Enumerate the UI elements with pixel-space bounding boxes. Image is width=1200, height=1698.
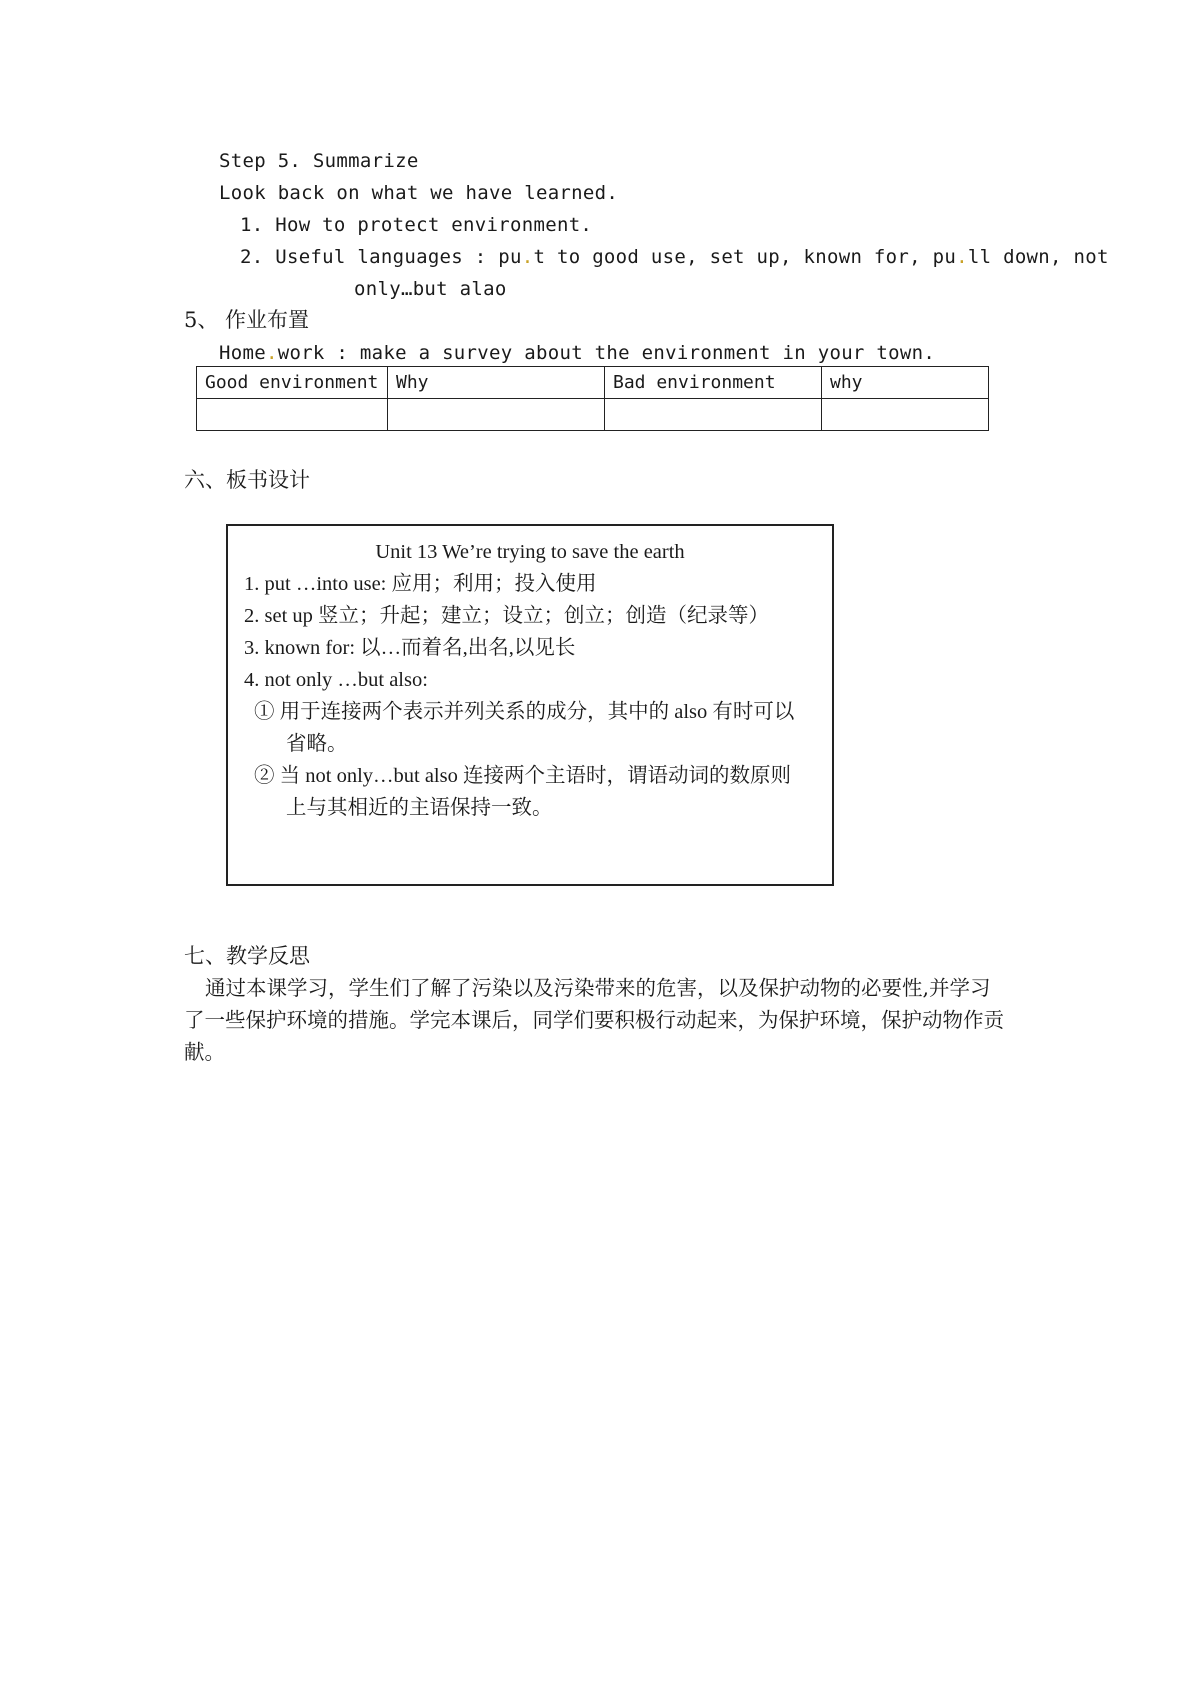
table-cell — [388, 399, 605, 431]
board-note-2: ② 当 not only…but also 连接两个主语时，谓语动词的数原则 — [254, 765, 791, 787]
board-design-box — [226, 524, 834, 886]
dot-mark: . — [521, 246, 534, 268]
survey-empty-row — [197, 399, 989, 431]
reflection-line-1: 通过本课学习，学生们了解了污染以及污染带来的危害，以及保护动物的必要性,并学习 — [205, 976, 991, 1000]
board-line-4: 4. not only …but also: — [244, 669, 428, 691]
header-why-2: why — [822, 367, 989, 399]
board-title: Unit 13 We’re trying to save the earth — [375, 541, 685, 563]
table-cell — [822, 399, 989, 431]
item2-part-b: t to good use, set up, known for, pu — [533, 246, 957, 268]
step5-heading: Step 5. Summarize — [219, 150, 419, 172]
survey-header-row — [197, 367, 989, 399]
step5-item-1: 1. How to protect environment. — [240, 214, 593, 236]
dot-mark: . — [265, 342, 278, 364]
header-good-environment: Good environment — [197, 367, 388, 399]
board-note-1-cont: 省略。 — [286, 733, 348, 755]
step5-intro: Look back on what we have learned. — [219, 182, 619, 204]
header-bad-environment: Bad environment — [605, 367, 822, 399]
reflection-line-3: 献。 — [184, 1040, 225, 1064]
step5-item-2-cont: only…but alao — [354, 278, 507, 300]
step5-item-2 — [240, 248, 1109, 267]
reflection-heading: 七、教学反思 — [184, 944, 310, 968]
board-line-3: 3. known for: 以…而着名,出名,以见长 — [244, 637, 576, 659]
board-note-1: ① 用于连接两个表示并列关系的成分，其中的 also 有时可以 — [254, 701, 795, 723]
header-why: Why — [388, 367, 605, 399]
dot-mark: . — [956, 246, 968, 268]
item2-part-a: 2. Useful languages : pu — [240, 246, 522, 268]
homework-text — [219, 344, 935, 363]
item2-part-c: ll down, not — [967, 246, 1109, 268]
survey-table — [196, 366, 989, 431]
board-design-heading: 六、板书设计 — [184, 468, 310, 492]
homework-text-b: work : make a survey about the environment in your town. — [277, 342, 936, 364]
table-cell — [605, 399, 822, 431]
homework-text-a: Home — [219, 342, 266, 364]
board-line-1: 1. put …into use: 应用；利用；投入使用 — [244, 573, 597, 595]
board-note-2-cont: 上与其相近的主语保持一致。 — [286, 797, 553, 819]
table-cell — [197, 399, 388, 431]
reflection-line-2: 了一些保护环境的措施。学完本课后，同学们要积极行动起来，为保护环境，保护动物作贡 — [184, 1008, 1004, 1032]
board-line-2: 2. set up 竖立；升起；建立；设立；创立；创造（纪录等） — [244, 605, 770, 627]
homework-heading: 5、 作业布置 — [184, 308, 310, 332]
